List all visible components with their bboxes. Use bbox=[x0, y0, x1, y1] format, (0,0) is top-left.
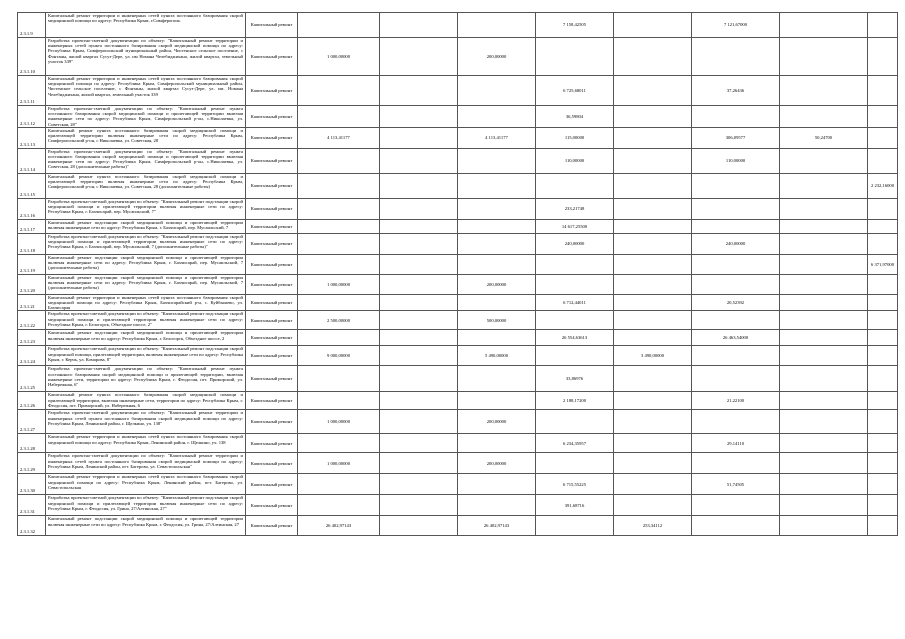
value-cell bbox=[868, 198, 898, 219]
value-cell bbox=[380, 311, 458, 330]
work-type: Капитальный ремонт bbox=[246, 474, 298, 495]
table-row bbox=[18, 219, 898, 233]
work-description: Разработка проектно-сметной документации по объекту: "Капитальный ремонт подстанции скорой медицинской помощи и прилегающей территории включая инженерные сети по адресу: Республика Крым, г. Белогорск, Объездное шоссе, 2" bbox=[46, 311, 246, 330]
work-description: Капитальный ремонт подстанции скорой медицинской помощи и прилегающей территории включая инженерные сети по адресу: Республика Крым, г. Бахчисарай, пер. Мусаильский, 7 (дополнительные работы) bbox=[46, 254, 246, 274]
value-cell: 26 554,63613 bbox=[536, 330, 614, 346]
value-cell bbox=[380, 254, 458, 274]
value-cell bbox=[614, 294, 692, 311]
value-cell bbox=[614, 38, 692, 76]
row-number: 2.3.1.11 bbox=[18, 76, 46, 106]
work-type: Капитальный ремонт bbox=[246, 13, 298, 38]
value-cell: 33,86976 bbox=[536, 366, 614, 392]
table-row bbox=[18, 127, 898, 148]
work-description: Разработка проектно-сметной документации по объекту: "Капитальный ремонт пункта постоянного базирования скорой медицинской помощи и прилегающей территории включая инженерные сети по адресу: Республика Крым, Симферопольский р-он, с.Николаевка, ул. Советская, 28" bbox=[46, 106, 246, 128]
value-cell bbox=[692, 346, 780, 366]
value-cell bbox=[692, 219, 780, 233]
value-cell: 26 463,54000 bbox=[692, 330, 780, 346]
table-row bbox=[18, 233, 898, 254]
value-cell bbox=[298, 76, 380, 106]
value-cell bbox=[780, 346, 868, 366]
value-cell bbox=[692, 254, 780, 274]
work-type: Капитальный ремонт bbox=[246, 38, 298, 76]
value-cell bbox=[868, 330, 898, 346]
work-type: Капитальный ремонт bbox=[246, 274, 298, 294]
value-cell: 233,21748 bbox=[536, 198, 614, 219]
work-type: Капитальный ремонт bbox=[246, 366, 298, 392]
value-cell bbox=[614, 434, 692, 453]
value-cell bbox=[458, 233, 536, 254]
value-cell bbox=[780, 106, 868, 128]
value-cell bbox=[614, 474, 692, 495]
value-cell bbox=[458, 198, 536, 219]
row-number: 2.3.1.20 bbox=[18, 274, 46, 294]
value-cell bbox=[298, 254, 380, 274]
table-row bbox=[18, 453, 898, 474]
work-description: Капитальный ремонт территории и инженерных сетей пункта постоянного базирования скорой медицинской помощи по адресу: Республика Крым, Симферопольский муниципальный район, Чистенское сельское поселение, с Фонтаны, жилой квартал Сусуз-Дере, ул. им. Номана Челебиджихана, жилой квартал, земельный участок 339 bbox=[46, 76, 246, 106]
value-cell bbox=[692, 106, 780, 128]
value-cell: 7 121,67000 bbox=[692, 13, 780, 38]
value-cell bbox=[380, 148, 458, 173]
table-row bbox=[18, 311, 898, 330]
work-type: Капитальный ремонт bbox=[246, 294, 298, 311]
value-cell bbox=[298, 294, 380, 311]
work-description: Разработка проектно-сметной документации по объекту: "Капитальный ремонт пункта постоянного базирования скорой медицинской помощи и прилегающей территории, включая инженерные сети, территории по адресу: Республика Крым, г. Феодосия, пгт. Приморский, ул. Набережная, 6" bbox=[46, 366, 246, 392]
value-cell: 9 000,00000 bbox=[298, 346, 380, 366]
value-cell: 200,00000 bbox=[458, 38, 536, 76]
value-cell bbox=[868, 274, 898, 294]
row-number: 2.3.1.19 bbox=[18, 254, 46, 274]
table-row bbox=[18, 173, 898, 198]
value-cell bbox=[380, 274, 458, 294]
value-cell bbox=[458, 330, 536, 346]
work-type: Капитальный ремонт bbox=[246, 127, 298, 148]
value-cell: 2 232,16000 bbox=[868, 173, 898, 198]
value-cell bbox=[868, 346, 898, 366]
work-type: Капитальный ремонт bbox=[246, 392, 298, 410]
value-cell bbox=[458, 474, 536, 495]
value-cell bbox=[380, 366, 458, 392]
work-description: Капитальный ремонт подстанции скорой медицинской помощи и прилегающей территории включая инженерные сети по адресу: Республика Крым, г. Белогорск, Объездное шоссе, 2 bbox=[46, 330, 246, 346]
value-cell: 2 500,00000 bbox=[298, 311, 380, 330]
value-cell bbox=[780, 148, 868, 173]
work-type: Капитальный ремонт bbox=[246, 516, 298, 536]
value-cell: 200,00000 bbox=[458, 453, 536, 474]
value-cell bbox=[614, 410, 692, 434]
value-cell bbox=[614, 495, 692, 516]
value-cell bbox=[458, 13, 536, 38]
row-number: 2.3.1.9 bbox=[18, 13, 46, 38]
value-cell bbox=[458, 106, 536, 128]
work-description: Разработка проектно-сметной документации по объекту: "Капитальный ремонт подстанции скорой медицинской помощи, прилегающей территории, включая инженерные сети по адресу: Республика Крым, г. Керчь, ул. Комарова, 8" bbox=[46, 346, 246, 366]
value-cell bbox=[780, 366, 868, 392]
work-description: Разработка проектно-сметной документации по объекту: "Капитальный ремонт подстанции скорой медицинской помощи и прилегающей территории включая инженерные сети по адресу: Республика Крым, г. Бахчисарай, пер. Мусаильский, 7" bbox=[46, 198, 246, 219]
value-cell: 110,00000 bbox=[536, 148, 614, 173]
work-description: Разработка проектно-сметной документации по объекту: "Капитальный ремонт территории и инженерных сетей пункта постоянного базирования скорой медицинской помощи по адресу: Республика Крым, Ленинский район, пгт. Багерово, ул. Севастопольская" bbox=[46, 453, 246, 474]
value-cell bbox=[868, 148, 898, 173]
work-type: Капитальный ремонт bbox=[246, 330, 298, 346]
row-number: 2.3.1.13 bbox=[18, 127, 46, 148]
value-cell bbox=[380, 198, 458, 219]
value-cell bbox=[458, 254, 536, 274]
value-cell bbox=[780, 311, 868, 330]
value-cell bbox=[298, 434, 380, 453]
work-type: Капитальный ремонт bbox=[246, 76, 298, 106]
table-row bbox=[18, 148, 898, 173]
value-cell bbox=[458, 392, 536, 410]
value-cell bbox=[780, 173, 868, 198]
value-cell: 50,24700 bbox=[780, 127, 868, 148]
value-cell: 6 725,68011 bbox=[536, 76, 614, 106]
value-cell bbox=[868, 434, 898, 453]
value-cell bbox=[868, 474, 898, 495]
row-number: 2.3.1.21 bbox=[18, 294, 46, 311]
value-cell bbox=[458, 219, 536, 233]
value-cell bbox=[868, 233, 898, 254]
value-cell bbox=[780, 474, 868, 495]
value-cell bbox=[298, 233, 380, 254]
row-number: 2.3.1.24 bbox=[18, 346, 46, 366]
value-cell bbox=[692, 516, 780, 536]
value-cell: 21,22100 bbox=[692, 392, 780, 410]
work-description: Капитальный ремонт территории и инженерных сетей пункта постоянного базирования скорой медицинской помощи по адресу: Республика Крым, г.Симферополь bbox=[46, 13, 246, 38]
value-cell bbox=[868, 127, 898, 148]
work-type: Капитальный ремонт bbox=[246, 311, 298, 330]
work-description: Капитальный ремонт пункта постоянного базирования скорой медицинской помощи и прилегающей территории включая инженерные сети по адресу: Республика Крым, Симферопольский р-он, с Николаевка, ул. Советская, 28 bbox=[46, 127, 246, 148]
value-cell bbox=[380, 434, 458, 453]
table-row bbox=[18, 198, 898, 219]
value-cell: 29,14110 bbox=[692, 434, 780, 453]
value-cell bbox=[536, 173, 614, 198]
value-cell bbox=[614, 392, 692, 410]
value-cell bbox=[536, 274, 614, 294]
value-cell bbox=[536, 38, 614, 76]
value-cell bbox=[298, 474, 380, 495]
value-cell: 200,00000 bbox=[458, 274, 536, 294]
table-row bbox=[18, 330, 898, 346]
value-cell bbox=[614, 453, 692, 474]
value-cell bbox=[780, 13, 868, 38]
value-cell bbox=[614, 233, 692, 254]
row-number: 2.3.1.31 bbox=[18, 495, 46, 516]
table-row bbox=[18, 516, 898, 536]
value-cell bbox=[868, 13, 898, 38]
value-cell: 51,74505 bbox=[692, 474, 780, 495]
value-cell bbox=[868, 106, 898, 128]
value-cell bbox=[868, 410, 898, 434]
table-row bbox=[18, 254, 898, 274]
value-cell: 4 113,41177 bbox=[298, 127, 380, 148]
table-row bbox=[18, 434, 898, 453]
value-cell bbox=[614, 106, 692, 128]
value-cell: 240,00000 bbox=[692, 233, 780, 254]
value-cell bbox=[780, 198, 868, 219]
value-cell bbox=[614, 173, 692, 198]
table-body bbox=[18, 13, 898, 536]
value-cell bbox=[614, 219, 692, 233]
value-cell bbox=[298, 495, 380, 516]
value-cell bbox=[380, 173, 458, 198]
work-description: Капитальный ремонт подстанции скорой медицинской помощи и прилегающей территории включая инженерные сети по адресу: Республика Крым, г. Бахчисарай, пер. Мусаильский, 7 bbox=[46, 219, 246, 233]
value-cell: 5 490,00000 bbox=[458, 346, 536, 366]
value-cell: 6 371,97000 bbox=[868, 254, 898, 274]
value-cell bbox=[298, 13, 380, 38]
row-number: 2.3.1.17 bbox=[18, 219, 46, 233]
value-cell bbox=[614, 274, 692, 294]
value-cell bbox=[380, 38, 458, 76]
value-cell bbox=[780, 516, 868, 536]
value-cell: 500,00000 bbox=[458, 311, 536, 330]
work-description: Капитальный ремонт территории и инженерных сетей пункта постоянного базирования скорой медицинской помощи по адресу: Республика Крым, Ленинский район, пгт. Багерово, ул. Севастопольская bbox=[46, 474, 246, 495]
value-cell bbox=[780, 274, 868, 294]
work-type: Капитальный ремонт bbox=[246, 434, 298, 453]
value-cell bbox=[780, 495, 868, 516]
table-row bbox=[18, 474, 898, 495]
value-cell bbox=[868, 76, 898, 106]
table-row bbox=[18, 410, 898, 434]
value-cell bbox=[380, 410, 458, 434]
work-description: Капитальный ремонт пункта постоянного базирования скорой медицинской помощи и прилегающей территории включая инженерные сети по адресу: Республика Крым, Симферопольский р-он, с Николаевка, ул. Советская, 28 (дополнительные работы) bbox=[46, 173, 246, 198]
value-cell bbox=[298, 173, 380, 198]
row-number: 2.3.1.16 bbox=[18, 198, 46, 219]
value-cell bbox=[868, 38, 898, 76]
value-cell bbox=[614, 366, 692, 392]
value-cell bbox=[692, 495, 780, 516]
value-cell: 200,00000 bbox=[458, 410, 536, 434]
value-cell bbox=[614, 198, 692, 219]
value-cell bbox=[380, 76, 458, 106]
value-cell: 110,00000 bbox=[692, 148, 780, 173]
value-cell bbox=[614, 254, 692, 274]
value-cell bbox=[692, 410, 780, 434]
value-cell bbox=[380, 516, 458, 536]
row-number: 2.3.1.18 bbox=[18, 233, 46, 254]
value-cell: 1 000,00000 bbox=[298, 274, 380, 294]
value-cell bbox=[458, 148, 536, 173]
work-type: Капитальный ремонт bbox=[246, 254, 298, 274]
row-number: 2.3.1.10 bbox=[18, 38, 46, 76]
value-cell bbox=[868, 495, 898, 516]
value-cell bbox=[536, 346, 614, 366]
value-cell bbox=[780, 410, 868, 434]
value-cell bbox=[458, 173, 536, 198]
value-cell: 26 402,97143 bbox=[458, 516, 536, 536]
work-type: Капитальный ремонт bbox=[246, 495, 298, 516]
value-cell bbox=[614, 311, 692, 330]
table-row bbox=[18, 346, 898, 366]
value-cell bbox=[380, 219, 458, 233]
value-cell bbox=[868, 366, 898, 392]
value-cell: 20,52392 bbox=[692, 294, 780, 311]
value-cell: 1 000,00000 bbox=[298, 453, 380, 474]
value-cell bbox=[458, 495, 536, 516]
value-cell: 14 617,25500 bbox=[536, 219, 614, 233]
work-type: Капитальный ремонт bbox=[246, 148, 298, 173]
row-number: 2.3.1.14 bbox=[18, 148, 46, 173]
value-cell: 6 712,44011 bbox=[536, 294, 614, 311]
row-number: 2.3.1.30 bbox=[18, 474, 46, 495]
value-cell bbox=[298, 198, 380, 219]
value-cell bbox=[868, 294, 898, 311]
value-cell bbox=[868, 516, 898, 536]
value-cell bbox=[536, 254, 614, 274]
work-description: Разработка проектно-сметной документации по объекту: "Капитальный ремонт подстанции скорой медицинской помощи и прилегающей территории включая инженерные сети по адресу: Республика Крым, г. Бахчисарай, пер. Мусаильский, 7 (дополнительные работы)" bbox=[46, 233, 246, 254]
value-cell bbox=[380, 127, 458, 148]
table-row bbox=[18, 294, 898, 311]
value-cell bbox=[868, 219, 898, 233]
work-type: Капитальный ремонт bbox=[246, 198, 298, 219]
row-number: 2.3.1.25 bbox=[18, 366, 46, 392]
table-row bbox=[18, 76, 898, 106]
value-cell bbox=[614, 330, 692, 346]
value-cell bbox=[458, 76, 536, 106]
value-cell bbox=[692, 173, 780, 198]
value-cell bbox=[298, 148, 380, 173]
value-cell bbox=[780, 330, 868, 346]
value-cell bbox=[780, 392, 868, 410]
row-number: 2.3.1.26 bbox=[18, 392, 46, 410]
value-cell: 6 234,35957 bbox=[536, 434, 614, 453]
work-type: Капитальный ремонт bbox=[246, 173, 298, 198]
work-description: Разработка проектно-сметной документации по объекту: "Капитальный ремонт территории и инженерных сетей пункта постоянного базирования скорой медицинской помощи по адресу: Республика Крым, Симферопольский муниципальный район, Чистенское сельское поселение, с Фонтаны, жилой квартал Сусуз-Дере, ул. им Номана Челебиджихана, жилой квартал, земельный участок 339" bbox=[46, 38, 246, 76]
value-cell bbox=[614, 127, 692, 148]
value-cell bbox=[536, 311, 614, 330]
value-cell bbox=[298, 392, 380, 410]
value-cell: 37,26436 bbox=[692, 76, 780, 106]
row-number: 2.3.1.15 bbox=[18, 173, 46, 198]
value-cell bbox=[780, 76, 868, 106]
value-cell: 36,59804 bbox=[536, 106, 614, 128]
value-cell: 1 000,00000 bbox=[298, 410, 380, 434]
value-cell: 240,00000 bbox=[536, 233, 614, 254]
value-cell bbox=[868, 311, 898, 330]
value-cell bbox=[380, 346, 458, 366]
value-cell bbox=[380, 392, 458, 410]
work-description: Разработка проектно-сметной документации по объекту: "Капитальный ремонт пункта постоянного базирования скорой медицинской помощи и прилегающей территории включая инженерные сети по адресу: Республика Крым, Симферопольский р-он, с.Николаевка, ул. Советская, 28 (дополнительные работы)" bbox=[46, 148, 246, 173]
value-cell bbox=[380, 474, 458, 495]
value-cell bbox=[380, 106, 458, 128]
value-cell bbox=[780, 219, 868, 233]
value-cell bbox=[780, 453, 868, 474]
table-row bbox=[18, 495, 898, 516]
row-number: 2.3.1.12 bbox=[18, 106, 46, 128]
work-type: Капитальный ремонт bbox=[246, 346, 298, 366]
value-cell bbox=[692, 274, 780, 294]
table-row bbox=[18, 366, 898, 392]
work-type: Капитальный ремонт bbox=[246, 219, 298, 233]
table-row bbox=[18, 13, 898, 38]
work-description: Капитальный ремонт территории и инженерных сетей пункта постоянного базирования скорой медицинской помощи по адресу: Республика Крым, Бахчисарайский р-н, с. Куйбышево, ул. Бахчисарая bbox=[46, 294, 246, 311]
row-number: 2.3.1.27 bbox=[18, 410, 46, 434]
table-row bbox=[18, 392, 898, 410]
work-description: Разработка проектно-сметной документации по объекту: "Капитальный ремонт территории и инженерных сетей пункта постоянного базирования скорой медицинской помощи по адресу: Республика Крым, Ленинский район, г. Щелкино, уч. 138" bbox=[46, 410, 246, 434]
value-cell bbox=[780, 254, 868, 274]
value-cell bbox=[298, 366, 380, 392]
value-cell bbox=[780, 434, 868, 453]
value-cell bbox=[692, 311, 780, 330]
value-cell: 26 402,97143 bbox=[298, 516, 380, 536]
value-cell bbox=[380, 330, 458, 346]
row-number: 2.3.1.22 bbox=[18, 311, 46, 330]
table-row bbox=[18, 38, 898, 76]
work-type: Капитальный ремонт bbox=[246, 453, 298, 474]
value-cell bbox=[692, 453, 780, 474]
work-type: Капитальный ремонт bbox=[246, 106, 298, 128]
value-cell bbox=[536, 453, 614, 474]
value-cell bbox=[380, 453, 458, 474]
work-description: Капитальный ремонт подстанции скорой медицинской помощи и прилегающей территории включая инженерные сети по адресу: Республика Крым, г. Бахчисарай, пер. Мусаильский, 7 (дополнительные работы) bbox=[46, 274, 246, 294]
row-number: 2.3.1.29 bbox=[18, 453, 46, 474]
value-cell bbox=[780, 233, 868, 254]
value-cell bbox=[780, 38, 868, 76]
row-number: 2.3.1.23 bbox=[18, 330, 46, 346]
work-type: Капитальный ремонт bbox=[246, 410, 298, 434]
value-cell: 115,00000 bbox=[536, 127, 614, 148]
value-cell bbox=[298, 106, 380, 128]
value-cell bbox=[692, 198, 780, 219]
value-cell bbox=[298, 330, 380, 346]
value-cell: 306,09577 bbox=[692, 127, 780, 148]
table-row bbox=[18, 274, 898, 294]
value-cell bbox=[614, 13, 692, 38]
value-cell: 7 158,42505 bbox=[536, 13, 614, 38]
value-cell bbox=[380, 13, 458, 38]
value-cell bbox=[298, 219, 380, 233]
value-cell: 391,68716 bbox=[536, 495, 614, 516]
value-cell bbox=[536, 410, 614, 434]
value-cell bbox=[614, 76, 692, 106]
value-cell: 3 490,00000 bbox=[614, 346, 692, 366]
value-cell bbox=[780, 294, 868, 311]
value-cell bbox=[868, 392, 898, 410]
value-cell bbox=[536, 516, 614, 536]
value-cell bbox=[380, 294, 458, 311]
row-number: 2.3.1.28 bbox=[18, 434, 46, 453]
works-table bbox=[17, 12, 898, 536]
value-cell bbox=[692, 38, 780, 76]
work-type: Капитальный ремонт bbox=[246, 233, 298, 254]
value-cell bbox=[380, 233, 458, 254]
row-number: 2.3.1.32 bbox=[18, 516, 46, 536]
value-cell: 4 113,41177 bbox=[458, 127, 536, 148]
value-cell bbox=[868, 453, 898, 474]
value-cell: 1 000,00000 bbox=[298, 38, 380, 76]
table-row bbox=[18, 106, 898, 128]
work-description: Капитальный ремонт подстанции скорой медицинской помощи и прилегающей территории включая инженерные сети по адресу: Республика Крым, г. Феодосия, ул. Грина, 27/Алтинская, 27 bbox=[46, 516, 246, 536]
value-cell bbox=[458, 434, 536, 453]
value-cell bbox=[458, 366, 536, 392]
value-cell bbox=[614, 148, 692, 173]
value-cell bbox=[380, 495, 458, 516]
work-description: Капитальный ремонт территории и инженерных сетей пункта постоянного базирования скорой медицинской помощи по адресу: Республика Крым, Ленинский район, г. Щелкино, уч. 138 bbox=[46, 434, 246, 453]
work-description: Капитальный ремонт пункта постоянного базирования скорой медицинской помощи и прилегающей территории, включая инженерные сети, территории по адресу: Республика Крым, г. Феодосия, пгт. Приморский, ул. Набережная, 6 bbox=[46, 392, 246, 410]
value-cell: 253,34112 bbox=[614, 516, 692, 536]
work-description: Разработка проектно-сметной документации по объекту: "Капитальный ремонт подстанции скорой медицинской помощи и прилегающей территории включая инженерные сети по адресу: Республика Крым, г. Феодосия, ул. Грина, 27/Алтинская, 27" bbox=[46, 495, 246, 516]
value-cell bbox=[692, 366, 780, 392]
value-cell bbox=[458, 294, 536, 311]
value-cell: 2 188,17200 bbox=[536, 392, 614, 410]
value-cell: 6 715,55225 bbox=[536, 474, 614, 495]
